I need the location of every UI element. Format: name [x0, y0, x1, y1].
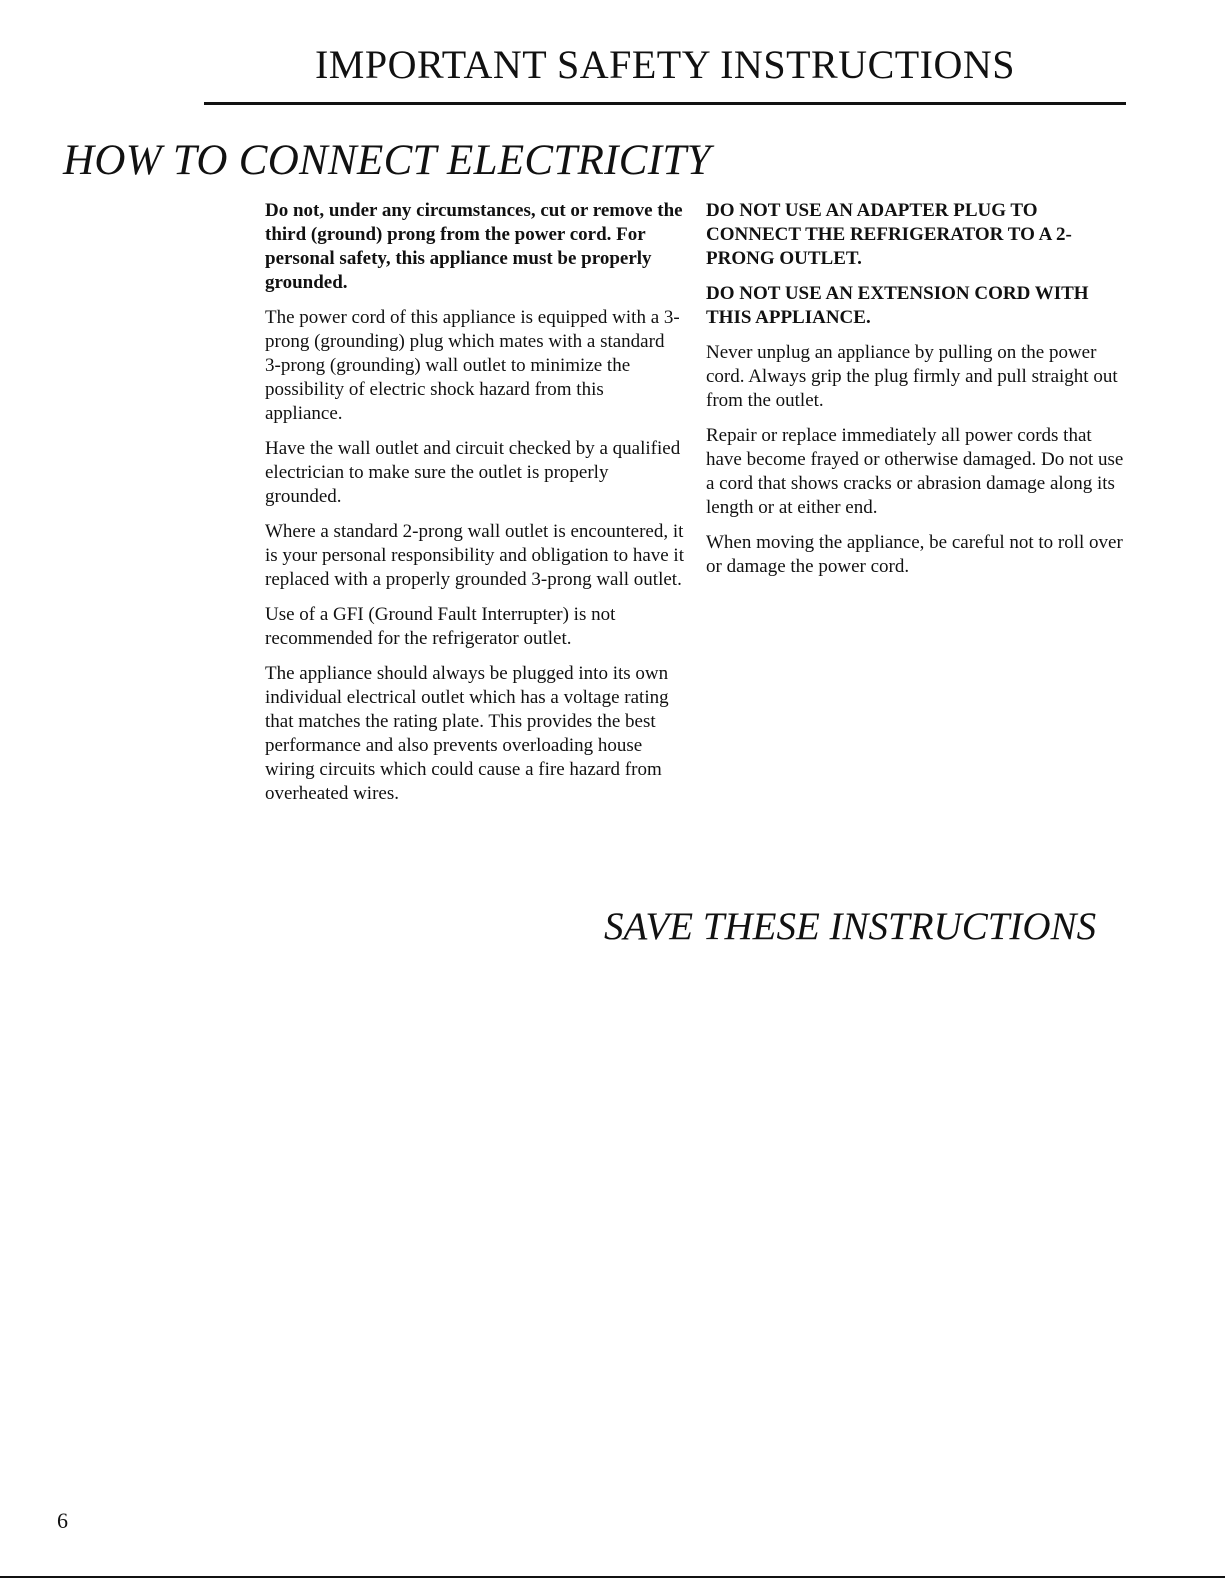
extension-cord-warning: DO NOT USE AN EXTENSION CORD WITH THIS APPLIANCE.: [706, 283, 1089, 328]
paragraph-gfi: Use of a GFI (Ground Fault Interrupter) is not recommended for the refrigerator outlet.: [265, 604, 616, 649]
page-header: IMPORTANT SAFETY INSTRUCTIONS: [314, 42, 1016, 87]
ground-prong-warning: Do not, under any circumstances, cut or remove the third (ground) prong from the power cord. For personal safety, this appliance must be properly grounded.: [265, 200, 683, 293]
paragraph-power-cord: The power cord of this appliance is equipped with a 3-prong (grounding) plug which mates with a standard 3-prong (grounding) wall outlet to minimize the possibility of electric shock hazard from this appliance.: [265, 307, 680, 424]
paragraph-outlet-check: Have the wall outlet and circuit checked by a qualified electrician to make sure the outlet is properly grounded.: [265, 438, 681, 507]
header-divider: [204, 102, 1126, 105]
page-number: 6: [57, 1508, 68, 1533]
paragraph-moving: When moving the appliance, be careful not to roll over or damage the power cord.: [706, 532, 1123, 577]
adapter-plug-warning: DO NOT USE AN ADAPTER PLUG TO CONNECT THE REFRIGERATOR TO A 2-PRONG OUTLET.: [706, 200, 1072, 269]
paragraph-2-prong-outlet: Where a standard 2-prong wall outlet is encountered, it is your personal responsibility and obligation to have it replaced with a properly grounded 3-prong wall outlet.: [265, 521, 684, 590]
paragraph-repair-cords: Repair or replace immediately all power cords that have become frayed or otherwise damaged. Do not use a cord that shows cracks or abrasion damage along its length or at either end.: [706, 425, 1124, 518]
bottom-divider: [0, 1576, 1225, 1578]
left-column: [265, 199, 685, 817]
section-title: HOW TO CONNECT ELECTRICITY: [63, 137, 711, 184]
paragraph-unplug: Never unplug an appliance by pulling on the power cord. Always grip the plug firmly and pull straight out from the outlet.: [706, 342, 1118, 411]
paragraph-individual-outlet: The appliance should always be plugged into its own individual electrical outlet which has a voltage rating that matches the rating plate. This provides the best performance and also prevents overloading house wiring circuits which could cause a fire hazard from overheated wires.: [265, 663, 669, 804]
save-instructions-title: SAVE THESE INSTRUCTIONS: [604, 905, 1097, 948]
right-column: [706, 199, 1126, 590]
